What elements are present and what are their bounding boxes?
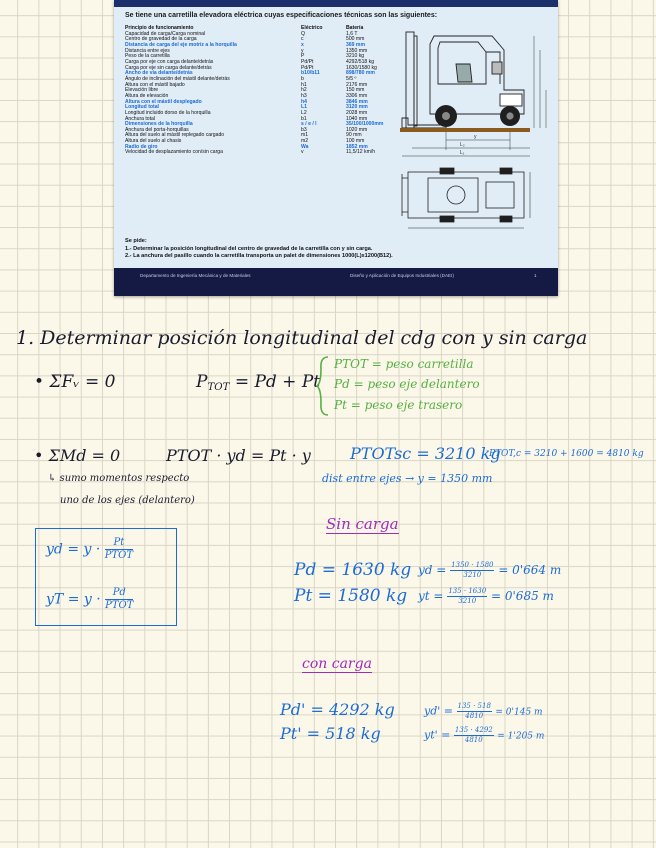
footer-page-number: 1 [534, 273, 537, 278]
footer-department: Departamento de Ingeniería Mecánica y de Materiales [140, 273, 251, 278]
slide-footer [114, 268, 558, 296]
spec-label: Carga por eje sin carga delante/detrás [125, 64, 212, 71]
yt-sc-lhs: yt = [418, 589, 444, 603]
spec-label: Distancia entre ejes [125, 47, 170, 54]
spec-value: 1040 mm [346, 115, 368, 122]
spec-value: 2176 mm [346, 81, 368, 88]
yd-sc-fraction [450, 562, 494, 579]
spec-value: 2028 mm [346, 109, 368, 116]
spec-label: Radio de giro [125, 143, 158, 150]
moment-note-line-1: ↳ sumo momentos respecto [48, 473, 190, 484]
notes-heading: 1. Determinar posición longitudinal del cdg con y sin carga [16, 327, 588, 349]
spec-label: Capacidad de carga/Carga nominal [125, 30, 206, 37]
svg-text:L₁: L₁ [460, 150, 465, 156]
se-pide-label: Se pide: [125, 238, 147, 244]
legend-ptot: PTOT = peso carretilla [334, 357, 474, 371]
yt-sc-num: 135 · 1630 [448, 587, 487, 595]
yd-sc-num: 1350 · 1580 [451, 561, 494, 569]
mast-outline [406, 32, 414, 128]
yd-with-load [424, 703, 543, 720]
spec-symbol: s / e / l [301, 121, 317, 128]
formula-yd-den: PTOT [104, 550, 134, 561]
spec-symbol: h1 [301, 81, 307, 88]
spec-header-type: Eléctrico [301, 25, 323, 31]
spec-label: Anchura del porta-horquillas [125, 126, 189, 133]
spec-label: Peso de la carretilla [125, 53, 170, 60]
equation-sum-moments: • ΣMd = 0 [34, 446, 121, 465]
ground-line [400, 128, 530, 132]
spec-value: 1852 mm [346, 143, 368, 150]
spec-value: 35/100/1000mm [346, 121, 384, 128]
spec-header-principle: Principio de funcionamiento [125, 25, 194, 31]
svg-text:L₂: L₂ [460, 142, 465, 148]
slide-questions [125, 238, 393, 261]
yd-sc-den: 3210 [463, 571, 482, 579]
forklift-drawing [400, 22, 556, 236]
spec-symbol: Wa [301, 143, 309, 150]
spec-header-battery: Batería [346, 25, 364, 31]
equation-moment: PTOT · yd = Pt · y [166, 446, 311, 465]
yt-without-load [418, 588, 554, 605]
spec-table [125, 26, 410, 156]
spec-label: Elevación libre [125, 87, 159, 94]
yt-sc-fraction [447, 588, 487, 605]
spec-symbol: b [301, 75, 304, 82]
spec-value: 1,6 T [346, 30, 358, 37]
formula-yt-fraction [105, 588, 133, 611]
slide-screenshot [114, 0, 558, 296]
yt-cc-result: = 1'205 m [497, 731, 545, 742]
question-1: 1.- Determinar la posición longitudinal del centro de gravedad de la carretilla con y sin carga. [125, 245, 373, 252]
spec-symbol: h3 [301, 92, 307, 99]
spec-label: Carga por eje con carga delante/detrás [125, 58, 214, 65]
yt-sc-result: = 0'685 m [491, 589, 554, 603]
yt-cc-fraction [454, 727, 494, 744]
spec-value: 898/780 mm [346, 70, 375, 77]
spec-symbol: L2 [301, 109, 307, 116]
top-view-outline [408, 172, 524, 218]
spec-value: 150 mm [346, 87, 365, 94]
spec-symbol: h2 [301, 87, 307, 94]
spec-label: Longitud incluido dorso de la horquilla [125, 109, 211, 116]
formula-yd-lhs: yd = y · [46, 541, 101, 558]
moment-note-line-2: uno de los ejes (delantero) [60, 495, 195, 506]
yt-cc-lhs: yt' = [424, 728, 451, 742]
pd-with-load: Pd' = 4292 kg [280, 700, 395, 719]
yd-cc-num: 135 · 518 [457, 702, 491, 710]
pt-without-load: Pt = 1580 kg [294, 586, 408, 606]
legend-pd: Pd = peso eje delantero [334, 377, 480, 391]
spec-table-body [125, 32, 410, 156]
spec-value: 3846 mm [346, 98, 368, 105]
legend-pt: Pt = peso eje trasero [334, 398, 463, 412]
yd-cc-result: = 0'145 m [495, 707, 543, 718]
spec-label: Distancia de carga del eje motriz a la horquilla [125, 41, 237, 48]
spec-label: Ángulo de inclinación del mástil delante/detrás [125, 75, 230, 82]
legend-brace [316, 355, 332, 417]
spec-symbol: b1 [301, 115, 307, 122]
footer-course: Diseño y Aplicación de Equipos Industriales (DAEI) [350, 273, 454, 278]
yd-without-load [418, 562, 561, 579]
spec-label: Anchura total [125, 115, 156, 122]
spec-value: 369 mm [346, 41, 365, 48]
yd-sc-lhs: yd = [418, 563, 447, 577]
formula-yt-lhs: yT = y · [46, 591, 101, 608]
formula-yd-fraction [105, 538, 133, 561]
formula-yd-num: Pt [105, 538, 133, 550]
spec-value: 5/5 º [346, 75, 357, 82]
spec-row [125, 150, 410, 156]
spec-label: Altura con el mástil bajado [125, 81, 185, 88]
slide-top-bar [114, 0, 558, 7]
yd-sc-result: = 0'664 m [498, 563, 562, 577]
equation-sum-forces: • ΣFᵥ = 0 [34, 372, 116, 392]
spec-label: Longitud total [125, 104, 159, 111]
spec-symbol: b10/b11 [301, 70, 320, 77]
yt-with-load [424, 727, 544, 744]
wheels [435, 105, 520, 127]
spec-symbol: h4 [301, 98, 307, 105]
ptot-without-load: PTOTsc = 3210 kg [350, 444, 501, 463]
spec-symbol: m1 [301, 132, 309, 139]
question-2: 2.- La anchura del pasillo cuando la carretilla transporta un palet de dimensiones 1000(L)x1200(B12). [125, 253, 393, 259]
spec-value: 500 mm [346, 36, 365, 43]
ptot-with-load: PTOT,c = 3210 + 1600 = 4810 kg [489, 449, 644, 459]
spec-value: 11,5/12 km/h [346, 149, 376, 156]
formula-yt-den: PTOT [105, 600, 134, 611]
spec-value: 100 mm [346, 138, 365, 145]
spec-symbol: L1 [301, 104, 307, 111]
yt-sc-den: 3210 [458, 597, 477, 605]
spec-symbol: P [301, 53, 305, 60]
spec-symbol: m2 [301, 138, 309, 145]
svg-text:y: y [474, 134, 477, 140]
spec-label: Altura del suelo al mástil replegado cargado [125, 132, 225, 139]
spec-label: Dimensiones de la horquilla [125, 121, 193, 128]
spec-label: Altura con el mástil desplegado [125, 98, 202, 105]
spec-value: 1630/1580 kg [346, 64, 377, 71]
spec-label: Altura de elevación [125, 92, 169, 99]
spec-value: 3120 mm [346, 104, 368, 111]
spec-label: Altura del suelo al chasis [125, 138, 182, 145]
heading-with-load: con carga [302, 656, 372, 672]
equation-ptot [196, 372, 320, 393]
ptot-symbol: P [196, 372, 208, 392]
spec-value: 90 mm [346, 132, 362, 139]
spec-symbol: x [301, 41, 304, 48]
spec-value: 3210 kg [346, 53, 365, 60]
spec-symbol: Pd/Pt [301, 58, 314, 65]
spec-symbol: c [301, 36, 304, 43]
spec-value: 1020 mm [346, 126, 368, 133]
yd-cc-den: 4810 [465, 712, 484, 720]
spec-symbol: Q [301, 30, 305, 37]
spec-symbol: Pd/Pt [301, 64, 314, 71]
spec-value: 3306 mm [346, 92, 368, 99]
yd-cc-fraction [457, 703, 492, 720]
spec-symbol: v [301, 149, 304, 156]
formula-yt-num: Pd [105, 588, 133, 600]
yt-cc-num: 135 · 4292 [454, 726, 493, 734]
spec-label: Velocidad de desplazamiento con/sin carga [125, 149, 223, 156]
formula-yd [46, 538, 133, 561]
spec-label: Ancho de vía delante/detrás [125, 70, 193, 77]
pt-with-load: Pt' = 518 kg [280, 724, 381, 743]
ptot-rhs: = Pd + Pt [234, 372, 321, 392]
spec-value: 1350 mm [346, 47, 368, 54]
ptot-subscript: TOT [207, 381, 230, 393]
spec-symbol: y [301, 47, 304, 54]
slide-intro: Se tiene una carretilla elevadora eléctrica cuyas especificaciones técnicas son las siguientes: [125, 12, 438, 19]
yt-cc-den: 4810 [464, 736, 483, 744]
spec-symbol: b3 [301, 126, 307, 133]
axle-distance: dist entre ejes → y = 1350 mm [322, 472, 493, 485]
formula-yt [46, 588, 133, 611]
pd-without-load: Pd = 1630 kg [294, 560, 412, 580]
yd-cc-lhs: yd' = [424, 704, 453, 718]
heading-without-load: Sin carga [326, 515, 399, 533]
spec-label: Centro de gravedad de la carga [125, 36, 197, 43]
spec-value: 4292/518 kg [346, 58, 375, 65]
